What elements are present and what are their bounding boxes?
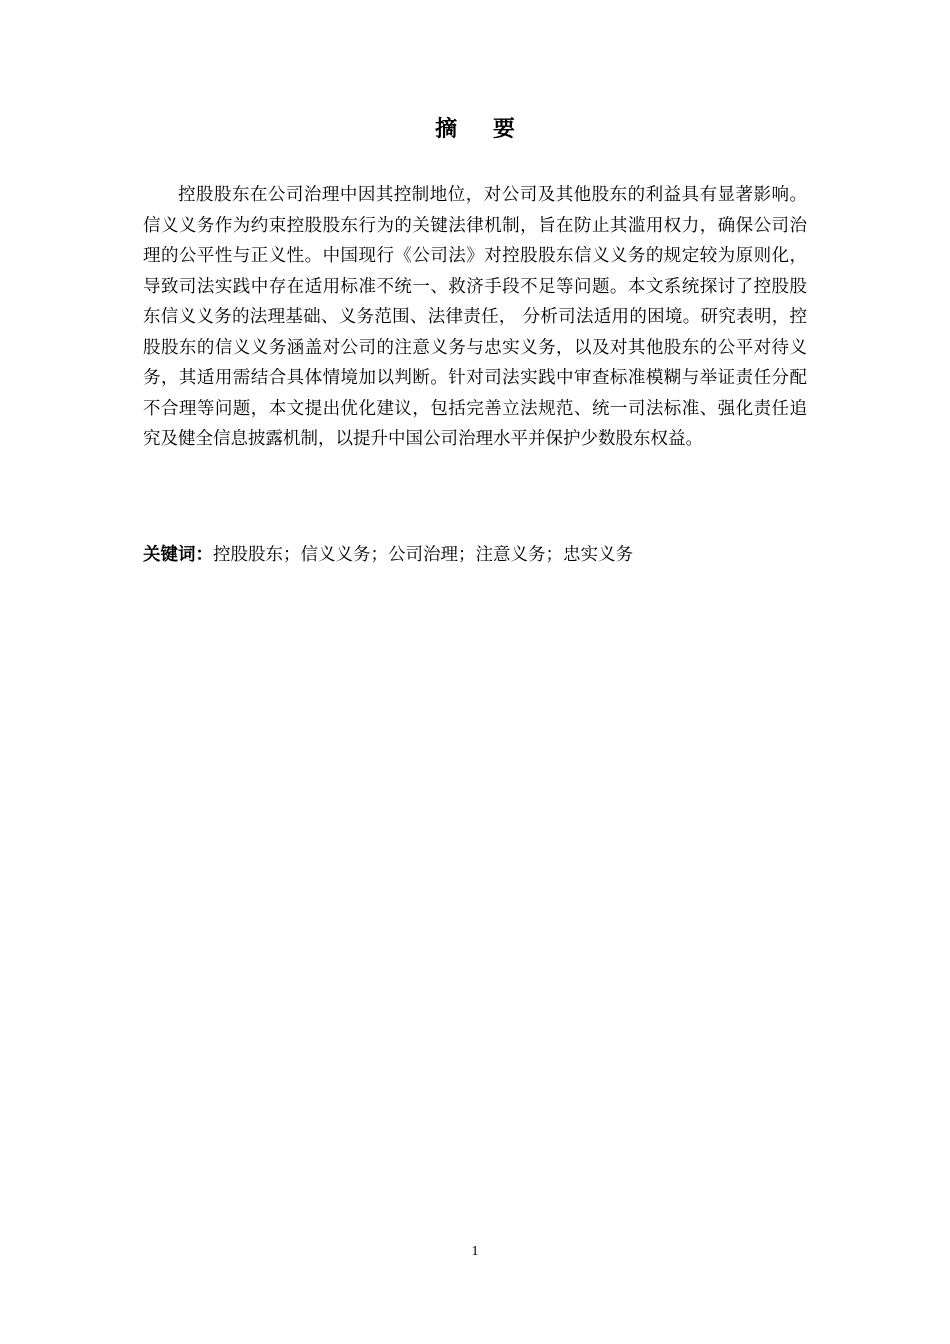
- keywords-list: 控股股东；信义义务；公司治理；注意义务；忠实义务: [213, 545, 633, 565]
- abstract-title: 摘 要: [435, 117, 529, 142]
- page-number: 1: [471, 1244, 479, 1259]
- keywords-line: [143, 540, 807, 570]
- keywords-label: 关键词：: [143, 545, 213, 565]
- abstract-body: 控股股东在公司治理中因其控制地位，对公司及其他股东的利益具有显著影响。信义义务作为约束控股股东行为的关键法律机制，旨在防止其滥用权力，确保公司治理的公平性与正义性。中国现行《公司法》对控股股东信义义务的规定较为原则化，导致司法实践中存在适用标准不统一、救济手段不足等问题。本文系统探讨了控股股东信义义务的法理基础、义务范围、法律责任， 分析司法适用的困境。研究表明，控股股东的信义义务涵盖对公司的注意义务与忠实义务，以及对其他股东的公平对待义务，其适用需结合具体情境加以判断。针对司法实践中审查标准模糊与举证责任分配不合理等问题，本文提出优化建议，包括完善立法规范、统一司法标准、强化责任追究及健全信息披露机制，以提升中国公司治理水平并保护少数股东权益。: [143, 185, 807, 449]
